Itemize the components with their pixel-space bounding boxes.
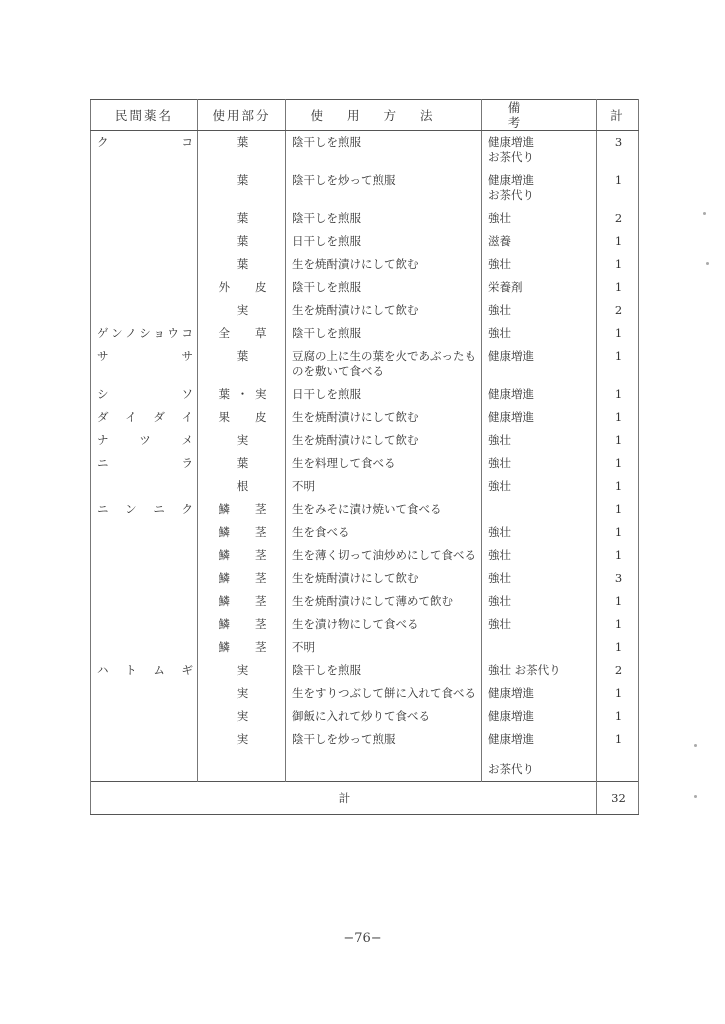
table-row xyxy=(91,728,639,782)
usage-method-cell: 生をすりつぶして餅に入れて食べる xyxy=(286,682,482,705)
table-row xyxy=(91,406,639,429)
table-row xyxy=(91,230,639,253)
header-note: 備考 xyxy=(482,100,597,131)
used-part-cell: 実 xyxy=(198,429,286,452)
remarks-cell: 強壮 xyxy=(482,590,597,613)
herb-name-cell xyxy=(91,207,198,230)
usage-method-cell: 生を焼酎漬けにして飲む xyxy=(286,299,482,322)
count-cell: 1 xyxy=(597,705,639,728)
page-number: −76− xyxy=(343,931,382,946)
used-part-cell: 葉 xyxy=(198,345,286,383)
header-name: 民間薬名 xyxy=(91,100,198,131)
usage-method-cell: 陰干しを炒って煎服 xyxy=(286,728,482,782)
herb-name-cell: ダ イ ダ イ xyxy=(91,406,198,429)
herb-name-cell xyxy=(91,299,198,322)
remarks-cell: 強壮 xyxy=(482,322,597,345)
usage-method-cell: 陰干しを煎服 xyxy=(286,659,482,682)
remarks-cell: 健康増進 xyxy=(482,682,597,705)
remarks-cell: 健康増進 xyxy=(482,705,597,728)
usage-method-cell: 日干しを煎服 xyxy=(286,230,482,253)
usage-method-cell: 陰干しを煎服 xyxy=(286,131,482,170)
table-row xyxy=(91,659,639,682)
remarks-cell: 健康増進 お茶代り xyxy=(482,728,597,782)
usage-method-cell: 生を料理して食べる xyxy=(286,452,482,475)
herb-name-cell: ハ ト ム ギ xyxy=(91,659,198,682)
herb-name-cell xyxy=(91,276,198,299)
used-part-cell: 葉 xyxy=(198,131,286,170)
used-part-cell: 鱗 茎 xyxy=(198,636,286,659)
used-part-cell: 鱗 茎 xyxy=(198,613,286,636)
herb-name-cell xyxy=(91,613,198,636)
document-sheet xyxy=(90,99,638,815)
remarks-cell: 健康増進 xyxy=(482,345,597,383)
used-part-cell: 実 xyxy=(198,728,286,782)
table-body xyxy=(91,131,639,782)
used-part-cell: 果 皮 xyxy=(198,406,286,429)
herb-name-cell xyxy=(91,475,198,498)
table-row xyxy=(91,429,639,452)
usage-method-cell: 生を焼酎漬けにして飲む xyxy=(286,429,482,452)
remarks-cell: 強壮 xyxy=(482,567,597,590)
table-row xyxy=(91,322,639,345)
scan-speck xyxy=(706,262,709,265)
herb-name-cell: ニ ン ニ ク xyxy=(91,498,198,521)
used-part-cell: 全 草 xyxy=(198,322,286,345)
table-row xyxy=(91,544,639,567)
table-row xyxy=(91,521,639,544)
usage-method-cell: 生を薄く切って油炒めにして食べる xyxy=(286,544,482,567)
table-row xyxy=(91,590,639,613)
count-cell: 1 xyxy=(597,429,639,452)
count-cell: 1 xyxy=(597,253,639,276)
remarks-cell: 強壮 xyxy=(482,253,597,276)
table-row xyxy=(91,383,639,406)
herb-name-cell xyxy=(91,567,198,590)
usage-method-cell: 日干しを煎服 xyxy=(286,383,482,406)
used-part-cell: 実 xyxy=(198,659,286,682)
herb-name-cell xyxy=(91,728,198,782)
table-row xyxy=(91,276,639,299)
count-cell: 3 xyxy=(597,567,639,590)
count-cell: 1 xyxy=(597,169,639,207)
remarks-cell: 健康増進 xyxy=(482,406,597,429)
usage-method-cell: 生を漬け物にして食べる xyxy=(286,613,482,636)
count-cell: 1 xyxy=(597,230,639,253)
herb-name-cell: ニ ラ xyxy=(91,452,198,475)
total-row xyxy=(91,782,639,815)
herb-name-cell xyxy=(91,521,198,544)
used-part-cell: 実 xyxy=(198,299,286,322)
header-method: 使用方法 xyxy=(286,100,482,131)
used-part-cell: 鱗 茎 xyxy=(198,498,286,521)
usage-method-cell: 生をみそに漬け焼いて食べる xyxy=(286,498,482,521)
header-count: 計 xyxy=(597,100,639,131)
herb-name-cell: ク コ xyxy=(91,131,198,170)
used-part-cell: 葉 xyxy=(198,207,286,230)
herb-name-cell xyxy=(91,590,198,613)
table-row xyxy=(91,345,639,383)
usage-method-cell: 生を焼酎漬けにして飲む xyxy=(286,406,482,429)
used-part-cell: 葉 ・ 実 xyxy=(198,383,286,406)
table-header-row xyxy=(91,100,639,131)
remarks-cell: 強壮 お茶代り xyxy=(482,659,597,682)
count-cell: 1 xyxy=(597,475,639,498)
count-cell: 1 xyxy=(597,345,639,383)
used-part-cell: 鱗 茎 xyxy=(198,590,286,613)
table-row xyxy=(91,498,639,521)
used-part-cell: 葉 xyxy=(198,230,286,253)
table-row xyxy=(91,131,639,170)
table-row xyxy=(91,169,639,207)
usage-method-cell: 生を焼酎漬けにして飲む xyxy=(286,253,482,276)
herb-name-cell: ナ ツ メ xyxy=(91,429,198,452)
count-cell: 1 xyxy=(597,406,639,429)
remarks-cell: 強壮 xyxy=(482,207,597,230)
count-cell: 2 xyxy=(597,299,639,322)
count-cell: 1 xyxy=(597,613,639,636)
scan-speck xyxy=(703,212,706,215)
usage-method-cell: 陰干しを煎服 xyxy=(286,207,482,230)
used-part-cell: 実 xyxy=(198,705,286,728)
count-cell: 1 xyxy=(597,521,639,544)
used-part-cell: 実 xyxy=(198,682,286,705)
herb-name-cell xyxy=(91,682,198,705)
table-row xyxy=(91,682,639,705)
usage-method-cell: 御飯に入れて炒りて食べる xyxy=(286,705,482,728)
count-cell: 1 xyxy=(597,636,639,659)
usage-method-cell: 陰干しを炒って煎服 xyxy=(286,169,482,207)
herb-name-cell: ゲ ン ノ シ ョ ウ コ xyxy=(91,322,198,345)
table-row xyxy=(91,299,639,322)
usage-method-cell: 陰干しを煎服 xyxy=(286,276,482,299)
used-part-cell: 葉 xyxy=(198,253,286,276)
herb-name-cell xyxy=(91,636,198,659)
remarks-cell: 強壮 xyxy=(482,475,597,498)
count-cell: 1 xyxy=(597,498,639,521)
count-cell: 2 xyxy=(597,659,639,682)
table-row xyxy=(91,636,639,659)
table-row xyxy=(91,452,639,475)
used-part-cell: 鱗 茎 xyxy=(198,544,286,567)
remarks-cell: 健康増進 お茶代り xyxy=(482,131,597,170)
table-row xyxy=(91,705,639,728)
herb-name-cell xyxy=(91,230,198,253)
remarks-cell: 滋養 xyxy=(482,230,597,253)
table-row xyxy=(91,253,639,276)
count-cell: 1 xyxy=(597,544,639,567)
used-part-cell: 葉 xyxy=(198,452,286,475)
remarks-cell: 強壮 xyxy=(482,429,597,452)
count-cell: 1 xyxy=(597,590,639,613)
usage-method-cell: 不明 xyxy=(286,636,482,659)
table-row xyxy=(91,475,639,498)
remarks-cell: 強壮 xyxy=(482,521,597,544)
used-part-cell: 鱗 茎 xyxy=(198,567,286,590)
used-part-cell: 葉 xyxy=(198,169,286,207)
count-cell: 1 xyxy=(597,728,639,782)
folk-medicine-table xyxy=(90,99,639,815)
total-count: 32 xyxy=(597,782,639,815)
scan-speck xyxy=(694,795,697,798)
remarks-cell: 強壮 xyxy=(482,299,597,322)
used-part-cell: 鱗 茎 xyxy=(198,521,286,544)
herb-name-cell xyxy=(91,253,198,276)
table-row xyxy=(91,207,639,230)
remarks-cell: 健康増進 xyxy=(482,383,597,406)
usage-method-cell: 豆腐の上に生の葉を火であぶったものを敷いて食べる xyxy=(286,345,482,383)
count-cell: 1 xyxy=(597,452,639,475)
remarks-cell xyxy=(482,636,597,659)
count-cell: 1 xyxy=(597,682,639,705)
usage-method-cell: 不明 xyxy=(286,475,482,498)
scan-speck xyxy=(694,744,697,747)
herb-name-cell: シ ソ xyxy=(91,383,198,406)
count-cell: 2 xyxy=(597,207,639,230)
used-part-cell: 根 xyxy=(198,475,286,498)
remarks-cell: 強壮 xyxy=(482,544,597,567)
remarks-cell xyxy=(482,498,597,521)
usage-method-cell: 生を焼酎漬けにして飲む xyxy=(286,567,482,590)
usage-method-cell: 陰干しを煎服 xyxy=(286,322,482,345)
table-row xyxy=(91,613,639,636)
herb-name-cell xyxy=(91,705,198,728)
count-cell: 1 xyxy=(597,383,639,406)
table-row xyxy=(91,567,639,590)
herb-name-cell xyxy=(91,169,198,207)
total-label: 計 xyxy=(91,782,597,815)
usage-method-cell: 生を焼酎漬けにして薄めて飲む xyxy=(286,590,482,613)
count-cell: 1 xyxy=(597,276,639,299)
remarks-cell: 栄養剤 xyxy=(482,276,597,299)
remarks-cell: 健康増進 お茶代り xyxy=(482,169,597,207)
herb-name-cell: サ サ xyxy=(91,345,198,383)
header-part: 使用部分 xyxy=(198,100,286,131)
count-cell: 1 xyxy=(597,322,639,345)
herb-name-cell xyxy=(91,544,198,567)
count-cell: 3 xyxy=(597,131,639,170)
used-part-cell: 外 皮 xyxy=(198,276,286,299)
usage-method-cell: 生を食べる xyxy=(286,521,482,544)
remarks-cell: 強壮 xyxy=(482,613,597,636)
remarks-cell: 強壮 xyxy=(482,452,597,475)
